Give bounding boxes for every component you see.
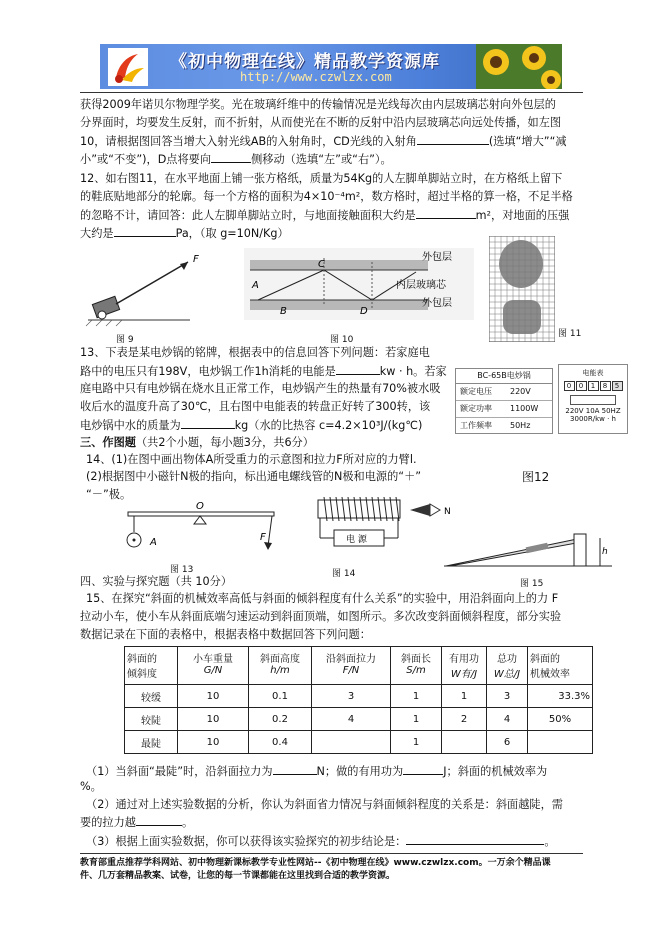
q13-line2-tail: kw · h。若家 [379,365,447,378]
table-cell: 1 [391,731,442,754]
q11-blank-direction[interactable] [211,152,251,163]
figure-14-power-label: 电 源 [346,535,367,545]
figure-9-force-label: F [193,254,199,265]
subq-1-blank-work[interactable] [403,764,443,775]
figure-10-point-c: C [318,259,325,270]
section-3-note: （共2个小题，每小题3分，共6分） [135,436,314,449]
subq-1-text: （1）当斜面“最陡”时，沿斜面拉力为 [86,765,273,778]
q13-line5-text: 电炒锅中水的质量为 [80,419,181,432]
footer-note [80,857,585,883]
col-header: 总功 W总/J [487,647,528,685]
subq-1-blank-force[interactable] [273,764,317,775]
table-cell: 0.2 [249,708,312,731]
q13-line2-text: 路中的电压只有198V，电炒锅工作1h消耗的电能是 [80,365,336,378]
figure-15-height-label: h [602,547,608,557]
footer-line2: 件、几万套精品教案、试卷，让您的每一节课都能在这里找到合适的教学资源。 [80,871,396,881]
subq-1-line1 [86,764,547,779]
q14-part2-cont: “－”极。 [86,488,132,501]
q12-line3 [80,208,569,223]
table-cell: 4 [487,708,528,731]
table-cell: 2 [442,708,487,731]
subq-1-line2 [80,780,102,794]
figure-13-force-label: F [260,532,266,543]
footer-rule [80,853,583,854]
subq-1-text-c: J；斜面的机械效率为 [443,765,548,778]
q13-line2 [80,364,447,379]
q11-line3-tail: (选填“增大”“减 [488,135,567,148]
header-rule [80,92,583,93]
table-cell: 0.1 [249,685,312,708]
q13-line4: 收后水的温度升高了30℃，且右图中电能表的转盘正好转了300转，该 [80,400,431,413]
figure-14-north-label: N [444,507,451,517]
subq-2-text: 要的拉力越 [80,816,136,829]
table-cell: 3 [312,685,391,708]
site-logo-icon [108,48,148,86]
meter-spec: 220V 10A 50HZ [565,407,621,415]
figure-10-caption: 图 10 [330,335,354,345]
col-header: 有用功 W有/J [442,647,487,685]
table-cell: 10 [178,685,249,708]
meter-digit: 5 [612,381,623,391]
q12-line1: 12、如右图11，在水平地面上铺一张方格纸，质量为54Kg的人左脚单脚站立时，在方格纸上留下 [80,172,563,185]
nameplate-title: BC-65B电炒锅 [456,369,552,384]
subq-3-line [86,834,556,849]
nameplate-value: 1100W [510,404,539,413]
subq-2-end: 。 [181,816,194,829]
table-cell[interactable] [528,731,593,754]
q13-line5 [80,418,422,433]
q12-blank-pressure[interactable] [114,226,176,237]
meter-title: 电能表 [582,369,604,377]
nameplate-key: 工作频率 [460,421,492,430]
meter-digit: 1 [588,381,599,391]
banner-title: 《初中物理在线》精品教学资源库 [170,52,440,72]
q12-blank-area[interactable] [416,208,476,219]
col-header: 小车重量 G/N [178,647,249,685]
q11-blank-angle[interactable] [417,134,489,145]
figure-10-point-d: D [360,306,368,317]
subq-3-end: 。 [544,835,556,848]
q13-blank-energy[interactable] [336,364,380,375]
q11-line1: 获得2009年诺贝尔物理学奖。光在玻璃纤维中的传输情况是光线每次由内层玻璃芯射向外包层的 [80,98,556,111]
figure-13-caption: 图 13 [170,565,194,575]
q11-line2: 分界面时，均要发生反射，而不折射，从而使光在不断的反射中沿内层玻璃芯向远处传播，如左图 [80,116,562,129]
q11-line4-text: 小”或“不变”)，D点将要向 [80,153,212,166]
q13-blank-mass[interactable] [181,418,235,429]
col-header: 斜面的 倾斜度 [125,647,178,685]
table-cell: 33.3% [528,685,593,708]
table-header-row [125,647,593,685]
q13-line5-tail: kg（水的比热容 c=4.2×10³J/(kg℃) [234,419,423,432]
figure-10-fiber-optic-diagram [244,248,474,320]
figure-10-outer-bottom-label: 外包层 [422,298,452,309]
subq-1-text-b: N；做的有用功为 [316,765,404,778]
section-3-heading: 三、作图题 [80,436,136,449]
meter-digit: 0 [576,381,587,391]
subq-3-blank[interactable] [406,834,544,845]
nameplate-value: 50Hz [510,421,531,430]
figure-14-caption: 图 14 [332,569,356,579]
footer-line1: 教育部重点推荐学科网站、初中物理新课标教学专业性网站--《初中物理在线》www.czwlzx.com。一万余个精品课 [80,858,551,868]
table-row [125,731,593,754]
q13-line1: 13、下表是某电炒锅的铭牌，根据表中的信息回答下列问题：若家庭电 [80,346,430,359]
table-cell: 较陡 [125,708,178,731]
figure-11-caption: 图 11 [558,329,582,339]
subq-3-text: （3）根据上面实验数据，你可以获得该实验探究的初步结论是： [86,835,407,848]
figure-9-ramp-diagram [80,248,220,328]
nameplate-value: 220V [510,387,531,396]
cooker-nameplate [455,368,553,434]
q12-line4-tail: Pa，（取 g=10N/Kg） [175,227,289,240]
figure-14-solenoid-diagram [304,492,454,564]
table-cell: 3 [487,685,528,708]
q11-line4-tail: 侧移动（选填“左”或“右”）。 [251,153,392,166]
table-cell[interactable] [442,731,487,754]
table-cell: 较缓 [125,685,178,708]
figure-10-core-label: 内层玻璃芯 [396,280,446,291]
table-cell: 4 [312,708,391,731]
q11-line4 [80,152,392,167]
figure-15-caption: 图 15 [520,579,544,589]
q15-line3: 数据记录在下面的表格中，根据表格中数据回答下列问题： [80,628,371,641]
q15-line1: 15、在探究“斜面的机械效率高低与斜面的倾斜程度有什么关系”的实验中，用沿斜面向上的力 F [86,592,559,605]
table-cell: 50% [528,708,593,731]
meter-disc [570,395,616,405]
figure-10-point-b: B [280,306,287,317]
figure-12-caption: 图12 [522,470,550,484]
table-row [125,685,593,708]
site-banner [100,44,562,89]
meter-digits [559,381,627,391]
incline-data-table [124,646,593,754]
sunflower-image [476,44,562,89]
table-cell: 最陡 [125,731,178,754]
figure-15-incline-diagram [444,520,614,572]
table-cell[interactable] [312,731,391,754]
table-cell: 1 [391,685,442,708]
col-header: 斜面的 机械效率 [528,647,593,685]
subq-1-text-d: %。 [80,780,102,793]
figure-10-point-a: A [252,280,259,291]
col-header: 斜面长 S/m [391,647,442,685]
q12-line3-tail: m²，对地面的压强 [475,209,570,222]
col-header: 沿斜面拉力 F/N [312,647,391,685]
section-3-heading-line [80,436,314,450]
col-header: 斜面高度 h/m [249,647,312,685]
subq-2-line2 [80,815,193,830]
figure-13-lever-diagram [118,498,290,560]
q12-line3-text: 的忽略不计，请回答：此人左脚单脚站立时，与地面接触面积大约是 [80,209,416,222]
banner-url[interactable]: http://www.czwlzx.com [240,70,392,84]
meter-rate: 3000R/kw · h [570,415,616,423]
nameplate-key: 额定电压 [460,387,492,396]
nameplate-key: 额定功率 [460,404,492,413]
q11-line3 [80,134,567,149]
q12-line2: 的鞋底贴地部分的轮廓。每一个方格的面积为4×10⁻⁴m²，数方格时，超过半格的算一格，不足半格 [80,190,573,203]
q12-line4 [80,226,289,241]
table-row [125,708,593,731]
subq-2-blank[interactable] [136,815,182,826]
table-cell: 6 [487,731,528,754]
figure-10-outer-top-label: 外包层 [422,252,452,263]
figure-11-shoe-print-grid [489,236,555,342]
section-4-heading: 四、实验与探究题（共 10分） [80,575,233,588]
meter-digit: 0 [564,381,575,391]
table-cell: 0.4 [249,731,312,754]
q15-line2: 拉动小车，使小车从斜面底端匀速运动到斜面顶端，如图所示。多次改变斜面倾斜程度，部分实验 [80,610,562,623]
q12-line4-text: 大约是 [80,227,114,240]
meter-digit: 8 [600,381,611,391]
subq-2-line1: （2）通过对上述实验数据的分析，你认为斜面省力情况与斜面倾斜程度的关系是：斜面越陡，需 [86,798,563,811]
figure-13-object-label: A [150,537,157,548]
q13-line3: 庭电路中只有电炒锅在烧水且正常工作，电炒锅产生的热量有70%被水吸 [80,382,441,395]
table-cell: 10 [178,708,249,731]
q14-part1: 14、(1)在图中画出物体A所受重力的示意图和拉力F所对应的力臂l. [86,453,417,466]
figure-13-pivot-label: O [196,501,204,512]
q11-line3-text: 10，请根据图回答当增大入射光线AB的入射角时，CD光线的入射角 [80,135,417,148]
figure-9-caption: 图 9 [116,335,134,345]
table-cell: 1 [442,685,487,708]
table-cell: 10 [178,731,249,754]
table-cell: 1 [391,708,442,731]
energy-meter [558,364,628,434]
q14-part2: (2)根据图中小磁针N极的指向，标出通电螺线管的N极和电源的“＋” [86,470,422,483]
